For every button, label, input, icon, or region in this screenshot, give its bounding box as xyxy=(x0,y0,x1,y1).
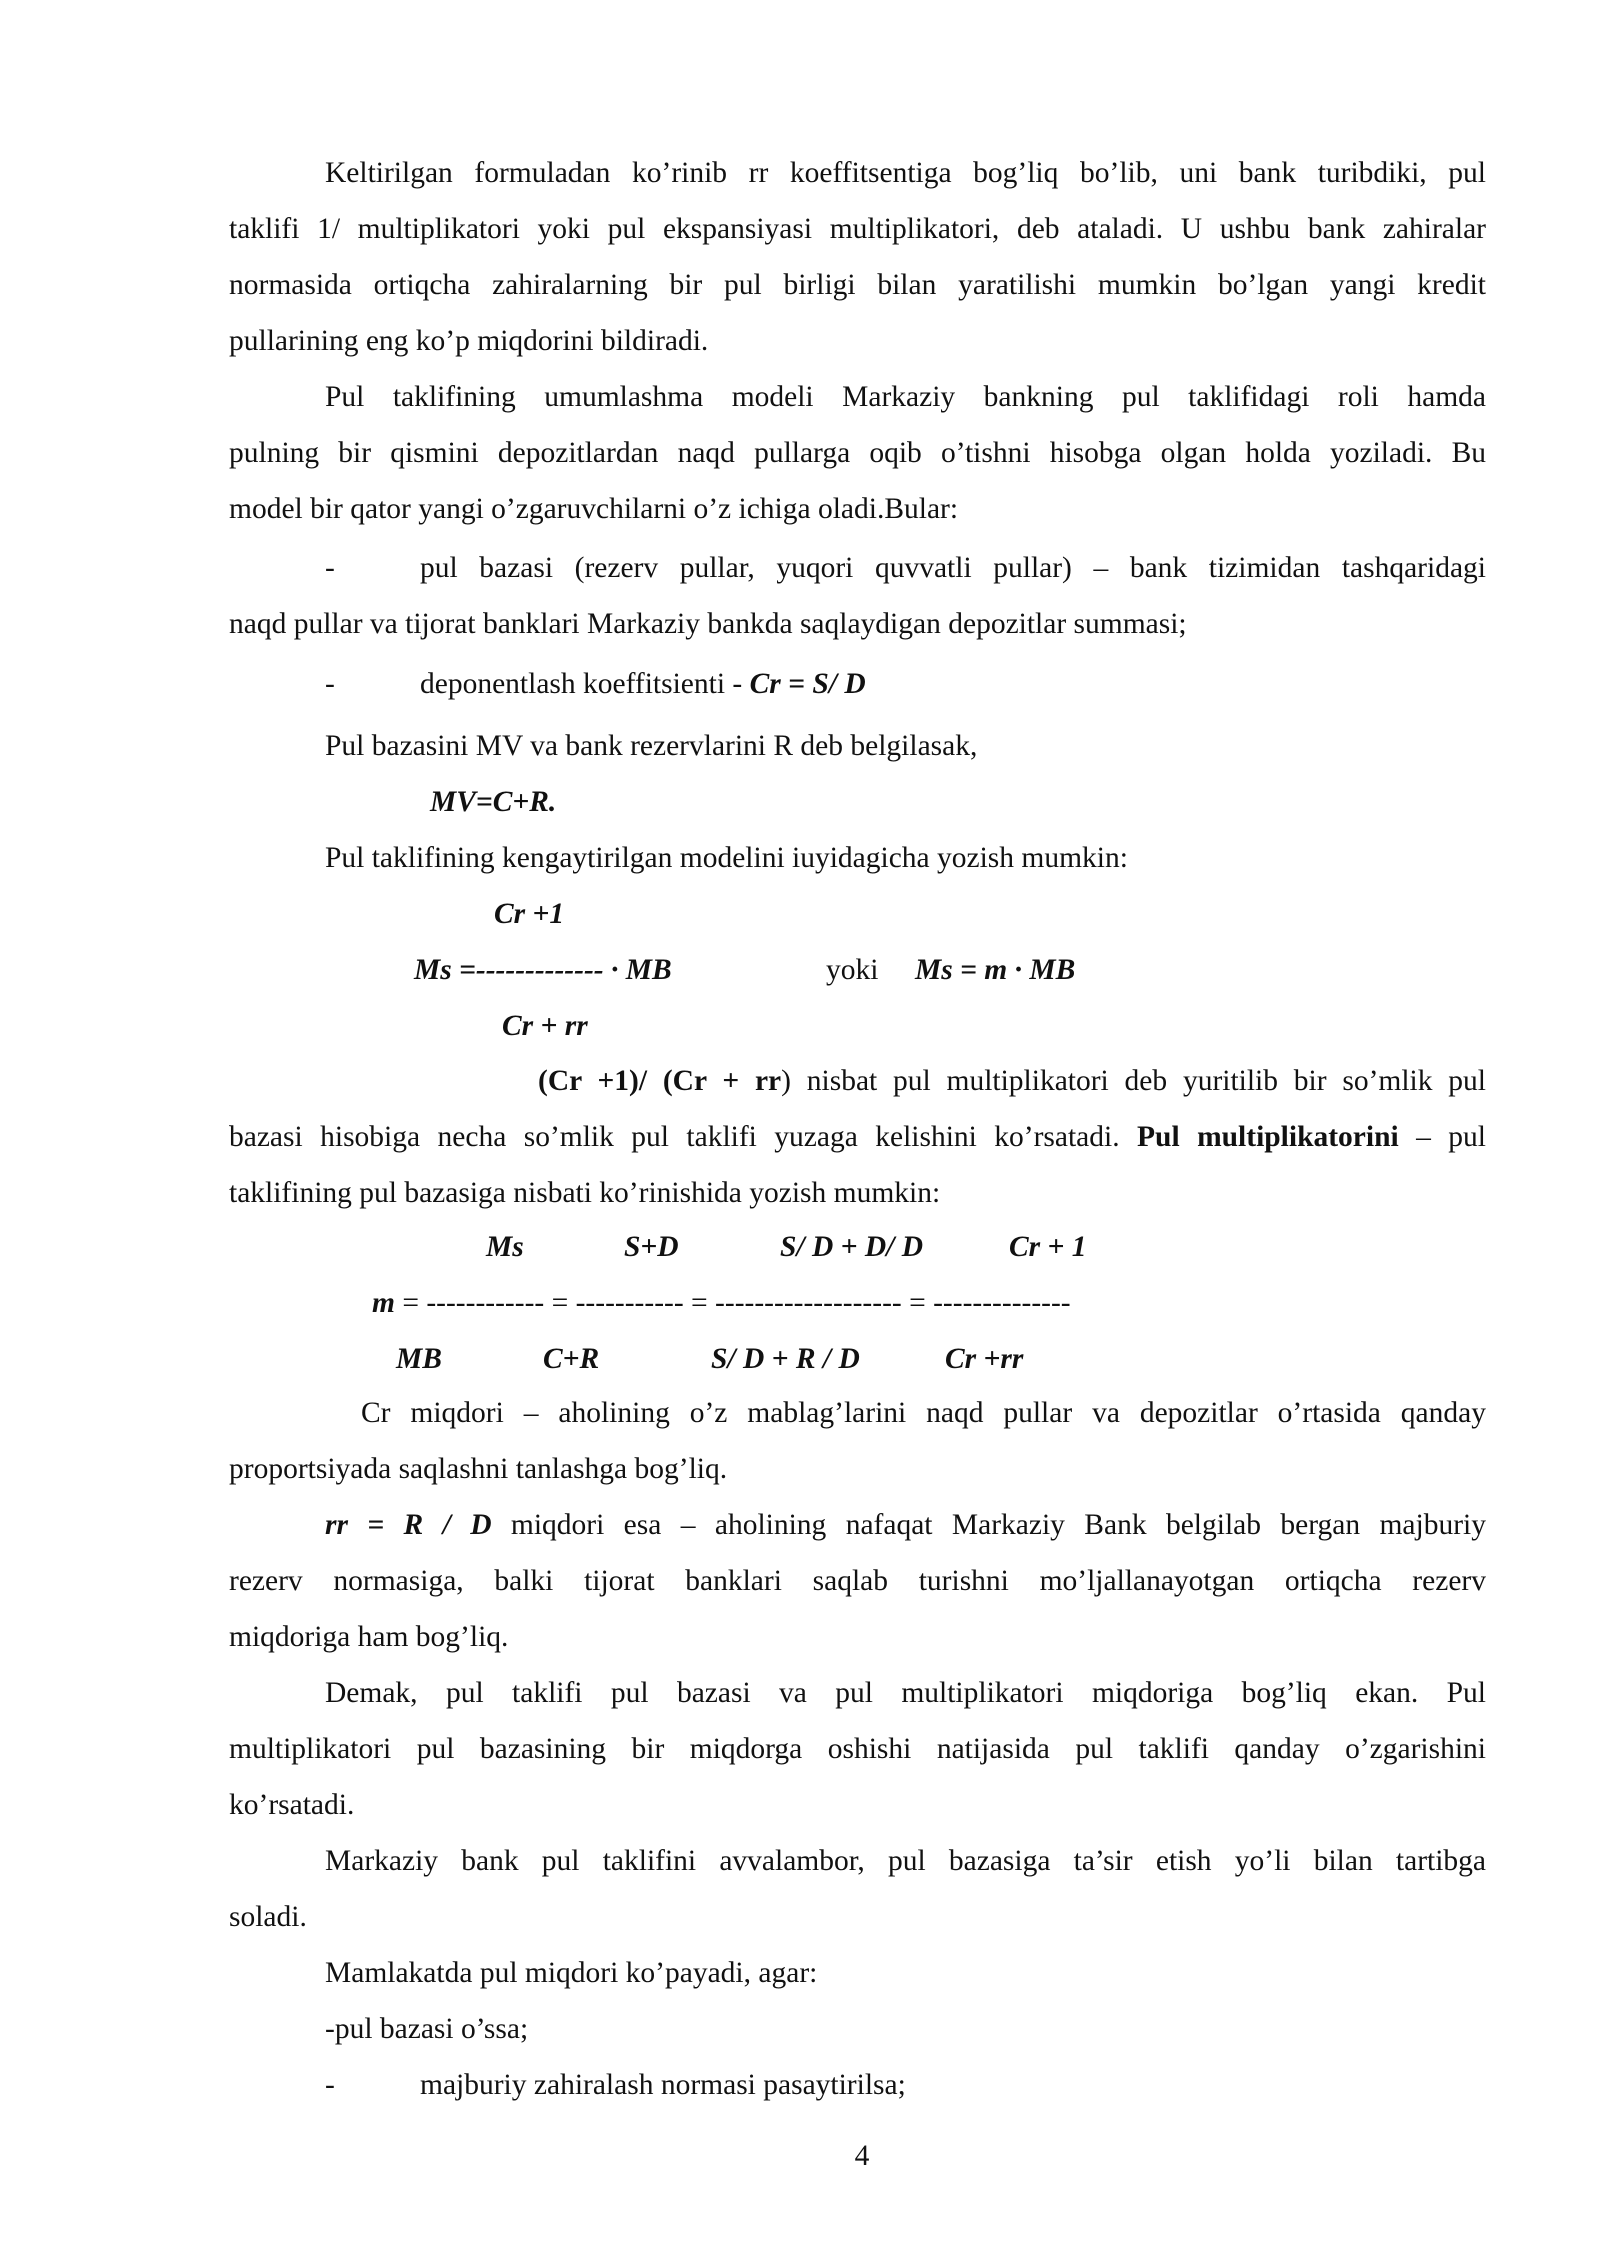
formula1-denominator: Cr + rr xyxy=(502,1010,588,1042)
mv-formula: MV=C+R. xyxy=(430,786,557,818)
ratio-line-2 xyxy=(229,1109,1486,1165)
list-item-deponentlash xyxy=(420,656,1486,712)
cr-para-line-1: Cr miqdori – aholining o’z mablag’larini naqd pullar va depozitlar o’rtasida qanday xyxy=(361,1397,1486,1429)
pul-multiplikatorini-bold: Pul multiplikatorini xyxy=(1137,1121,1399,1153)
deponentlash-text: deponentlash koeffitsienti - xyxy=(420,668,750,700)
mv-sentence: Pul bazasini MV va bank rezervlarini R deb belgilasak, xyxy=(325,730,978,762)
paragraph-1-line-2: taklifi 1/ multiplikatori yoki pul ekspansiyasi multiplikatori, deb ataladi. U ushbu bank zahiralar xyxy=(229,213,1486,245)
list-bullet: - xyxy=(325,668,335,700)
formula2-num-sd-dd: S/ D + D/ D xyxy=(780,1231,924,1263)
paragraph-2-line-1: Pul taklifining umumlashma modeli Markaziy bankning pul taklifidagi roli hamda xyxy=(325,381,1486,413)
list-item-pul-bazasi-ossa: -pul bazasi o’ssa; xyxy=(325,2013,529,2045)
paragraph-1-line-1: Keltirilgan formuladan ko’rinib rr koeffitsentiga bog’liq bo’lib, uni bank turibdiki, pul xyxy=(325,157,1486,189)
formula2-m: m xyxy=(372,1287,395,1319)
ratio-line-3: taklifining pul bazasiga nisbati ko’rinishida yozish mumkin: xyxy=(229,1177,941,1209)
demak-para-line-1: Demak, pul taklifi pul bazasi va pul multiplikatori miqdoriga bog’liq ekan. Pul xyxy=(325,1677,1486,1709)
formula2-equation-line xyxy=(372,1283,1071,1323)
list-item-pul-bazasi-line-1: pul bazasi (rezerv pullar, yuqori quvvatli pullar) – bank tizimidan tashqaridagi xyxy=(420,552,1486,584)
demak-para-line-2: multiplikatori pul bazasining bir miqdorga oshishi natijasida pul taklifi qanday o’zgarishini xyxy=(229,1733,1486,1765)
formula1-left: Ms =------------- · MB xyxy=(414,954,672,986)
demak-para-line-3: ko’rsatadi. xyxy=(229,1789,355,1821)
formula2-num-sd: S+D xyxy=(624,1231,679,1263)
markaziy-para-line-2: soladi. xyxy=(229,1901,307,1933)
formula1-numerator: Cr +1 xyxy=(494,898,565,930)
rr-para-line-1-rest: miqdori esa – aholining nafaqat Markaziy Bank belgilab bergan majburiy xyxy=(491,1509,1486,1541)
paragraph-1-line-3: normasida ortiqcha zahiralarning bir pul birligi bilan yaratilishi mumkin bo’lgan yangi kredit xyxy=(229,269,1486,301)
formula2-den-mb: MB xyxy=(396,1343,442,1375)
rr-para-line-1 xyxy=(325,1497,1486,1553)
ratio-line-2-pre: bazasi hisobiga necha so’mlik pul taklifi yuzaga kelishini ko’rsatadi. xyxy=(229,1121,1138,1153)
paragraph-2-line-2: pulning bir qismini depozitlardan naqd pullarga oqib o’tishni hisobga olgan holda yoziladi. Bu xyxy=(229,437,1486,469)
extended-model-sentence: Pul taklifining kengaytirilgan modelini iuyidagicha yozish mumkin: xyxy=(325,842,1128,874)
list-bullet: - xyxy=(325,552,335,584)
formula2-num-cr1: Cr + 1 xyxy=(1009,1231,1087,1263)
formula2-den-cr: C+R xyxy=(543,1343,600,1375)
cr-para-line-2: proportsiyada saqlashni tanlashga bog’liq. xyxy=(229,1453,728,1485)
ratio-line-1 xyxy=(538,1053,1486,1109)
mamlakat-sentence: Mamlakatda pul miqdori ko’payadi, agar: xyxy=(325,1957,818,1989)
paragraph-1-line-4: pullarining eng ko’p miqdorini bildiradi. xyxy=(229,325,709,357)
formula2-den-sd-rd: S/ D + R / D xyxy=(711,1343,860,1375)
list-item-pul-bazasi-line-2: naqd pullar va tijorat banklari Markaziy bankda saqlaydigan depozitlar summasi; xyxy=(229,608,1187,640)
formula1-right: Ms = m · MB xyxy=(915,954,1076,986)
ratio-formula: (Cr +1)/ (Cr + rr xyxy=(538,1065,782,1097)
formula2-den-crrr: Cr +rr xyxy=(945,1343,1024,1375)
rr-para-line-2: rezerv normasiga, balki tijorat banklari saqlab turishni mo’ljallanayotgan ortiqcha rezerv xyxy=(229,1565,1486,1597)
cr-formula: Cr = S/ D xyxy=(749,668,866,700)
rr-para-line-3: miqdoriga ham bog’liq. xyxy=(229,1621,509,1653)
paragraph-2-line-3: model bir qator yangi o’zgaruvchilarni o’z ichiga oladi.Bular: xyxy=(229,493,959,525)
list-bullet: - xyxy=(325,2069,335,2101)
formula1-yoki: yoki xyxy=(826,954,879,986)
rr-formula: rr = R / D xyxy=(325,1509,492,1541)
list-item-majburiy: majburiy zahiralash normasi pasaytirilsa; xyxy=(420,2069,906,2101)
ratio-line-2-post: – pul xyxy=(1398,1121,1486,1153)
markaziy-para-line-1: Markaziy bank pul taklifini avvalambor, pul bazasiga ta’sir etish yo’li bilan tartibga xyxy=(325,1845,1486,1877)
ratio-line-1-rest: ) nisbat pul multiplikatori deb yuritilib bir so’mlik pul xyxy=(781,1065,1486,1097)
formula2-num-ms: Ms xyxy=(486,1231,524,1263)
page-number: 4 xyxy=(854,2140,870,2172)
formula2-dashes: = ------------ = ----------- = ------------------- = -------------- xyxy=(402,1287,1071,1319)
